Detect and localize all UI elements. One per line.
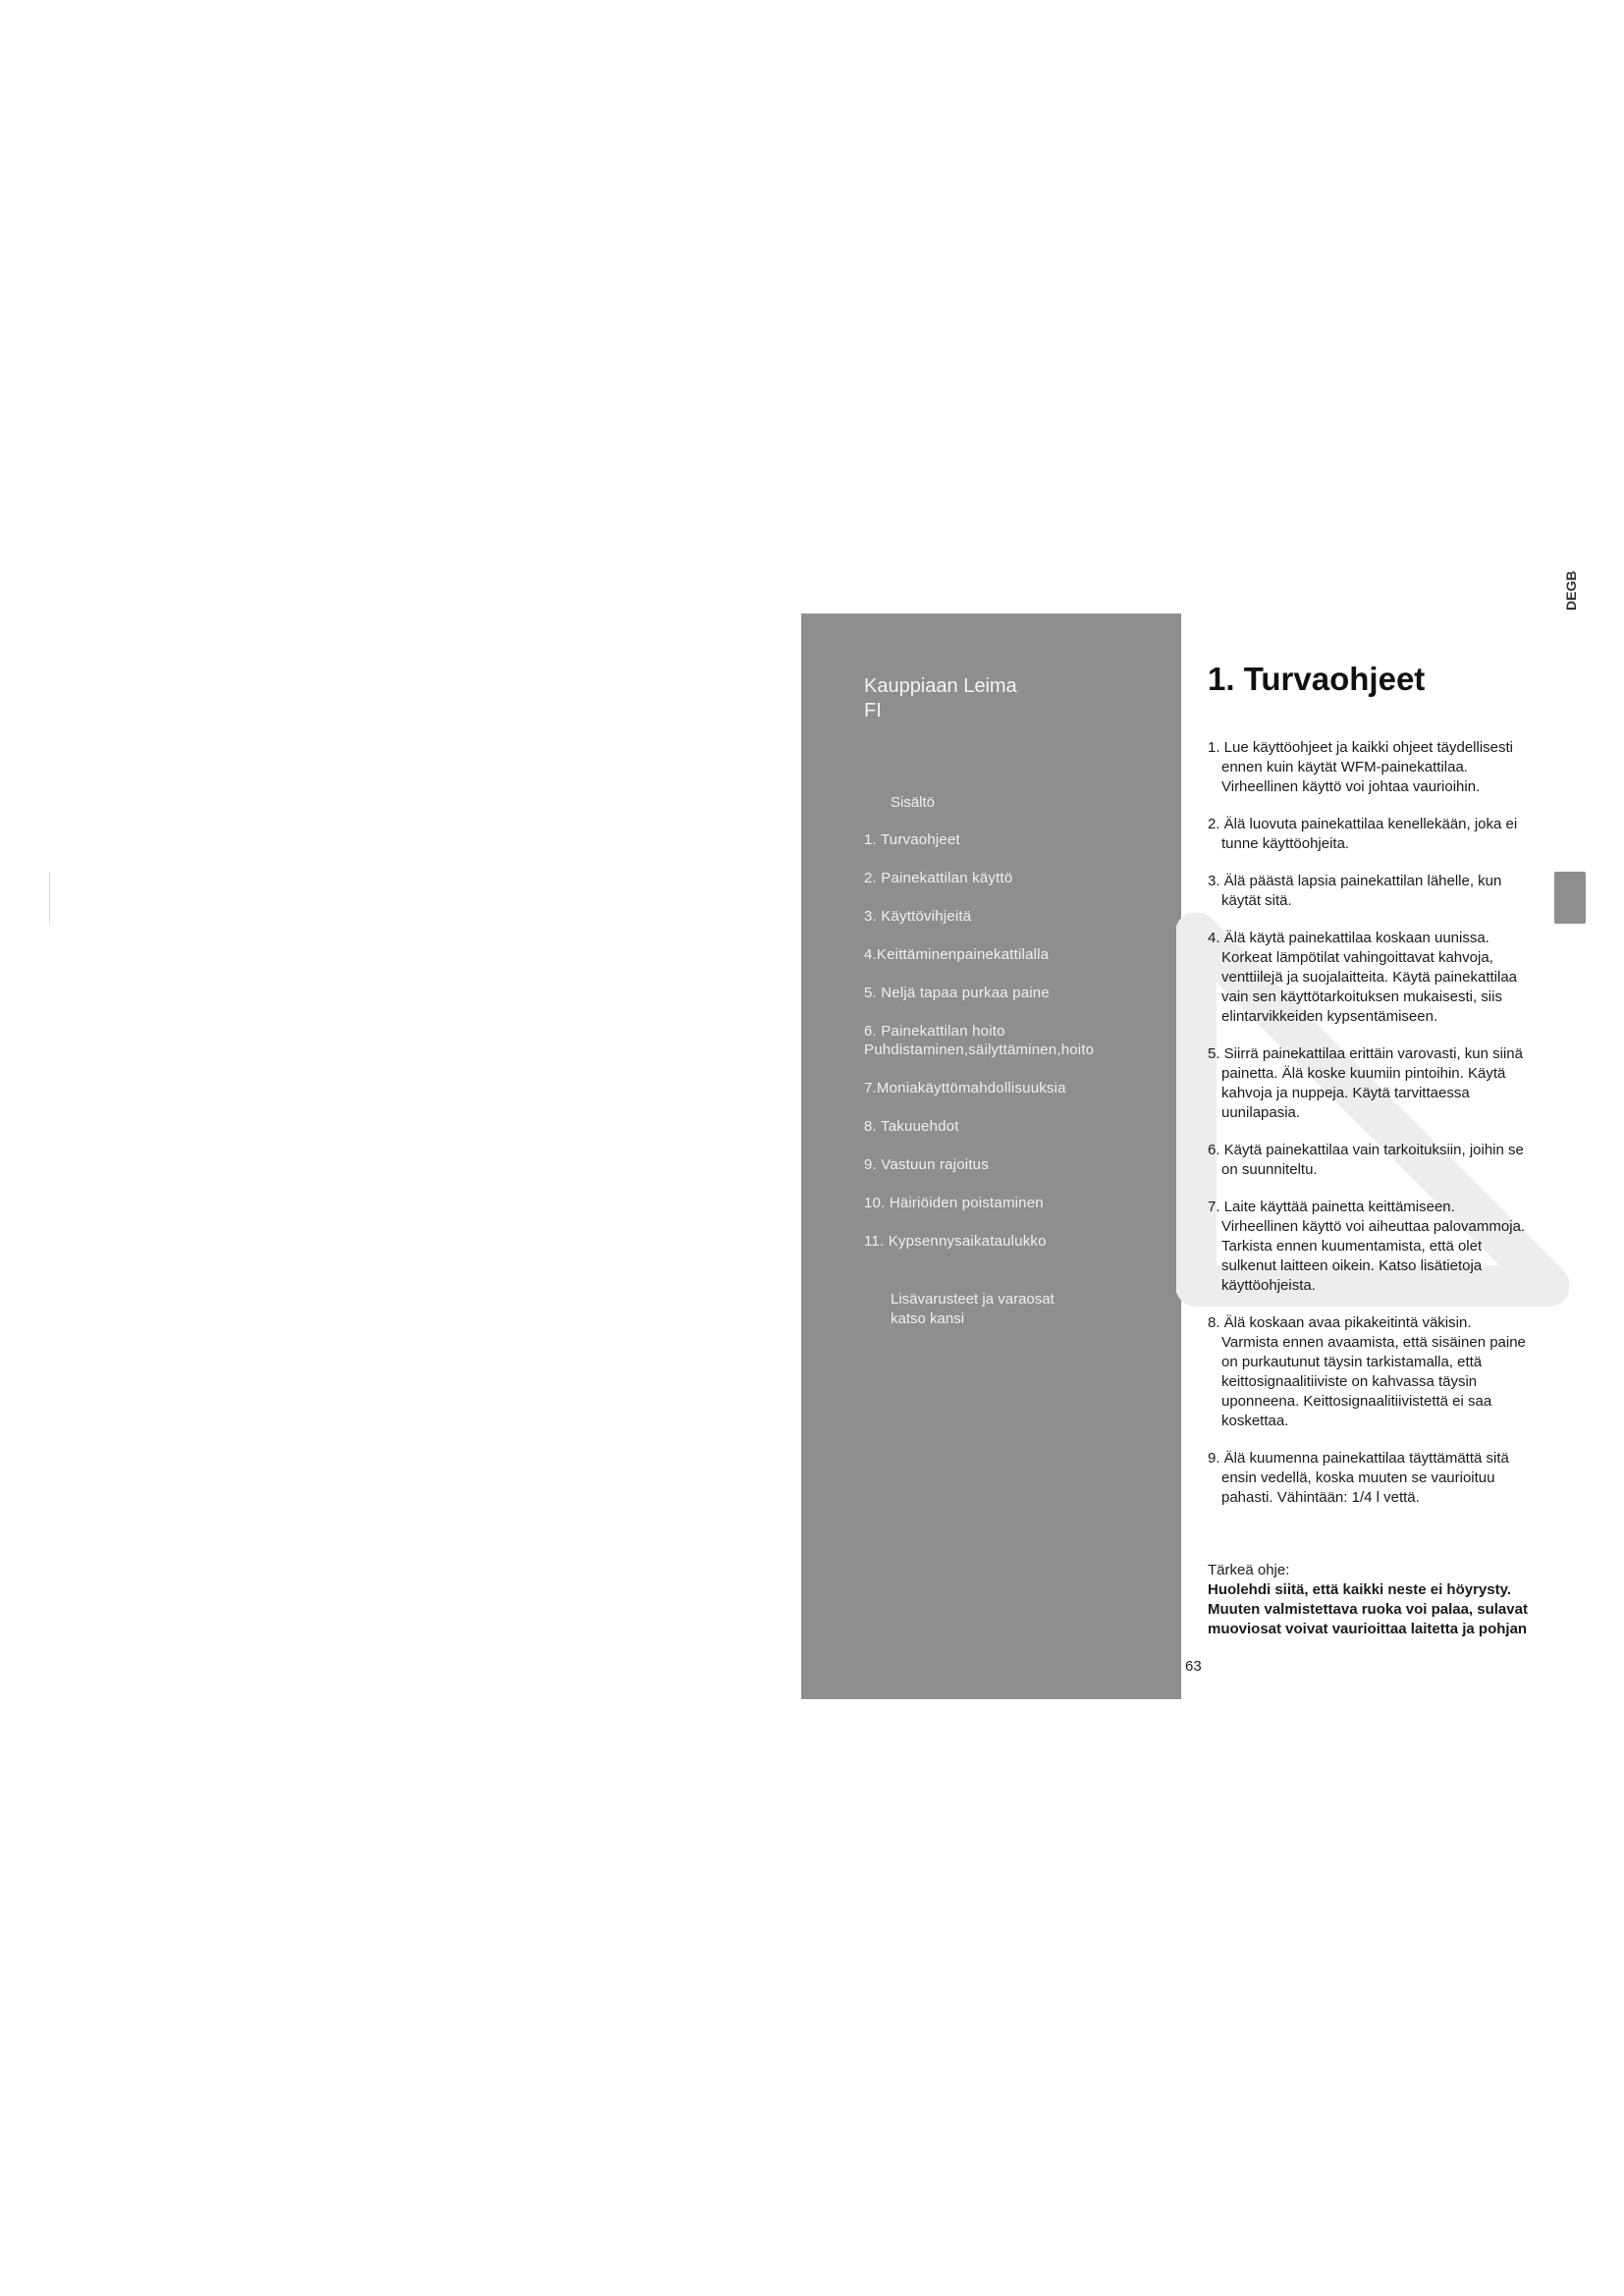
dealer-stamp — [864, 674, 1017, 723]
safety-item: 6. Käytä painekattilaa vain tarkoituksiin, joihin se on suunniteltu. — [1208, 1142, 1524, 1178]
toc-title: Sisältö — [891, 794, 936, 811]
toc-item[interactable]: 6. Painekattilan hoito Puhdistaminen,säilyttäminen,hoito — [864, 1023, 1095, 1058]
safety-item: 4. Älä käytä painekattilaa koskaan uunissa. Korkeat lämpötilat vahingoittavat kahvoja, venttiilejä ja suojalaitteita. Käytä painekattilaa vain sen käyttötarkoituksen mukaisesti, siis elintarvikkeiden kypsentämiseen. — [1208, 930, 1518, 1025]
safety-item: 7. Laite käyttää painetta keittämiseen. Virheellinen käyttö voi aiheuttaa palovammoja. Tarkista ennen kuumentamista, että olet sulkenut laitteen oikein. Katso lisätietoja käyttöohjeista. — [1208, 1199, 1526, 1294]
toc-item[interactable]: 4.Keittäminenpainekattilalla — [864, 946, 1050, 963]
page-number: 63 — [1185, 1658, 1202, 1675]
safety-item: 5. Siirrä painekattilaa erittäin varovasti, kun siinä painetta. Älä koske kuumiin pintoihin. Käytä kahvoja ja nuppeja. Käytä tarvittaessa uunilapasia. — [1208, 1045, 1523, 1121]
table-of-contents — [864, 830, 1168, 1270]
sidebar-panel — [801, 614, 1181, 1699]
safety-item: 3. Älä päästä lapsia painekattilan lähelle, kun käytät sitä. — [1208, 873, 1502, 909]
safety-instructions-list — [1208, 738, 1532, 1525]
accessories-reference: katso kansi — [891, 1310, 965, 1327]
toc-item[interactable]: 1. Turvaohjeet — [864, 831, 960, 848]
safety-item: 1. Lue käyttöohjeet ja kaikki ohjeet täydellisesti ennen kuin käytät WFM-painekattilaa. Virheellinen käyttö voi johtaa vaurioihin. — [1208, 739, 1514, 795]
safety-item: 2. Älä luovuta painekattilaa kenellekään, joka ei tunne käyttöohjeita. — [1208, 816, 1518, 852]
country-code: FI — [864, 700, 882, 721]
toc-item[interactable]: 2. Painekattilan käyttö — [864, 870, 1013, 886]
page-edge-mark — [49, 872, 50, 923]
toc-item[interactable]: 9. Vastuun rajoitus — [864, 1156, 989, 1173]
language-code-label: DEGB — [1563, 570, 1579, 611]
toc-item[interactable]: 7.Moniakäyttömahdollisuuksia — [864, 1080, 1066, 1096]
safety-item: 9. Älä kuumenna painekattilaa täyttämättä sitä ensin vedellä, koska muuten se vaurioituu pahasti. Vähintään: 1/4 l vettä. — [1208, 1450, 1509, 1506]
important-note — [1208, 1561, 1546, 1639]
toc-item[interactable]: 8. Takuuehdot — [864, 1118, 959, 1135]
important-note-label: Tärkeä ohje: — [1208, 1562, 1290, 1578]
important-note-text: Huolehdi siitä, että kaikki neste ei höyrysty. Muuten valmistettava ruoka voi palaa, sulavat muoviosat voivat vaurioittaa laitetta ja pohjan — [1208, 1581, 1528, 1637]
dealer-stamp-label: Kauppiaan Leima — [864, 675, 1017, 697]
toc-item[interactable]: 3. Käyttövihjeitä — [864, 908, 972, 925]
section-heading: 1. Turvaohjeet — [1208, 661, 1426, 697]
toc-item[interactable]: 11. Kypsennysaikataulukko — [864, 1233, 1047, 1250]
safety-item: 8. Älä koskaan avaa pikakeitintä väkisin. Varmista ennen avaamista, että sisäinen paine on purkautunut täysin tarkistamalla, että keittosignaalitiiviste on kahvassa täysin uponneena. Keittosignaalitiivistettä ei saa koskettaa. — [1208, 1314, 1526, 1429]
toc-item[interactable]: 5. Neljä tapaa purkaa paine — [864, 985, 1050, 1001]
toc-item[interactable]: 10. Häiriöiden poistaminen — [864, 1195, 1044, 1211]
accessories-note — [891, 1290, 1055, 1329]
accessories-label: Lisävarusteet ja varaosat — [891, 1291, 1055, 1308]
